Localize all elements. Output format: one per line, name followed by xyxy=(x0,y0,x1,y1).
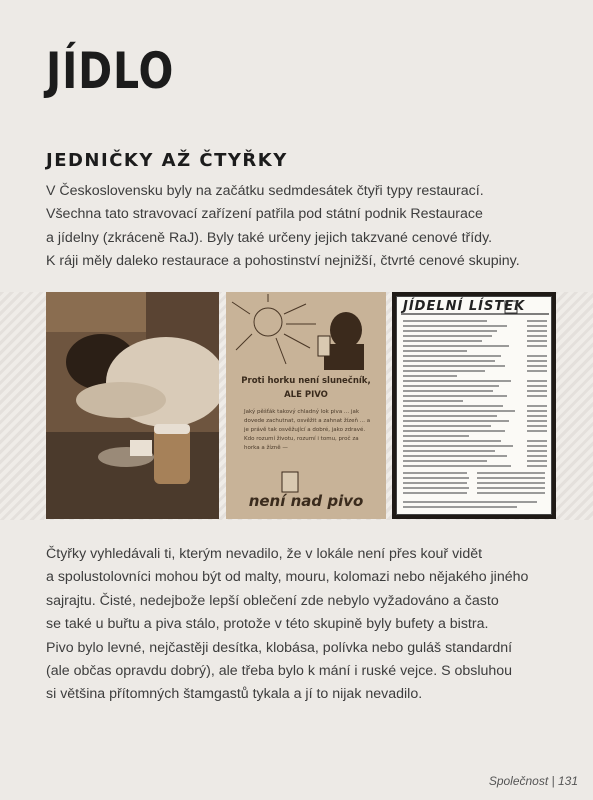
intro-line: a jídelny (zkráceně RaJ). Byly také určeny jejich takzvané cenové třídy. xyxy=(46,229,493,246)
body-line: Čtyřky vyhledávali ti, kterým nevadilo, že v lokále není přes kouř vidět xyxy=(46,546,483,562)
intro-paragraph xyxy=(46,180,576,274)
page-title: JÍDLO xyxy=(46,42,175,100)
menu-text-lines xyxy=(397,297,553,516)
body-line: se také u buřtu a piva stálo, protože v této skupině byly bufety a bistra. xyxy=(46,616,489,633)
menu-card xyxy=(396,296,552,515)
intro-line: K ráji měly daleko restaurace a pohostinství nejnižší, čtvrté cenové skupiny. xyxy=(46,253,520,270)
body-line: (ale občas opravdu dobrý), ale třeba bylo k mání i ruské vejce. S obsluhou xyxy=(46,663,513,680)
poster-headline-2: ALE PIVO xyxy=(284,390,328,400)
body-line: Pivo bylo levné, nejčastěji desítka, klobása, polívka nebo guláš standardní xyxy=(46,639,513,656)
pub-photo-illustration xyxy=(46,292,219,519)
poster-slogan: není nad pivo xyxy=(248,492,364,510)
intro-line: V Československu byly na začátku sedmdesátek čtyři typy restaurací. xyxy=(46,183,484,199)
body-paragraph xyxy=(46,543,576,707)
body-line: si většina přítomných štamgastů tykala a jí to nijak nevadilo. xyxy=(46,686,423,703)
menu-heading: JÍDELNÍ LÍSTEK xyxy=(403,299,526,314)
menu-photo xyxy=(392,292,556,519)
poster-headline: Proti horku není slunečník, xyxy=(241,376,371,386)
body-line: sajrajtu. Čisté, nedejbože lepší oblečení zde nebylo vyžadováno a často xyxy=(46,592,499,609)
poster-body-text: Jaký pěšťák takový chladný lok piva ... jak dovede zachutnat, osvěžit a zahnat žízeň ... a je právě tak osvěžující a dobré, jako zdravé. Kdo rozumí životu, rozumí i tomu, proč za horka a žízně — xyxy=(244,409,371,451)
pub-photo xyxy=(46,292,219,519)
body-line: a spolustolovníci mohou být od malty, mouru, kolomazi nebo nějakého jiného xyxy=(46,569,529,586)
section-heading: JEDNIČKY AŽ ČTYŘKY xyxy=(46,150,288,171)
page-footer: Společnost | 131 xyxy=(488,774,578,788)
poster-illustration xyxy=(226,292,386,519)
intro-line: Všechna tato stravovací zařízení patřila pod státní podnik Restaurace xyxy=(46,206,483,223)
beer-poster xyxy=(226,292,386,519)
